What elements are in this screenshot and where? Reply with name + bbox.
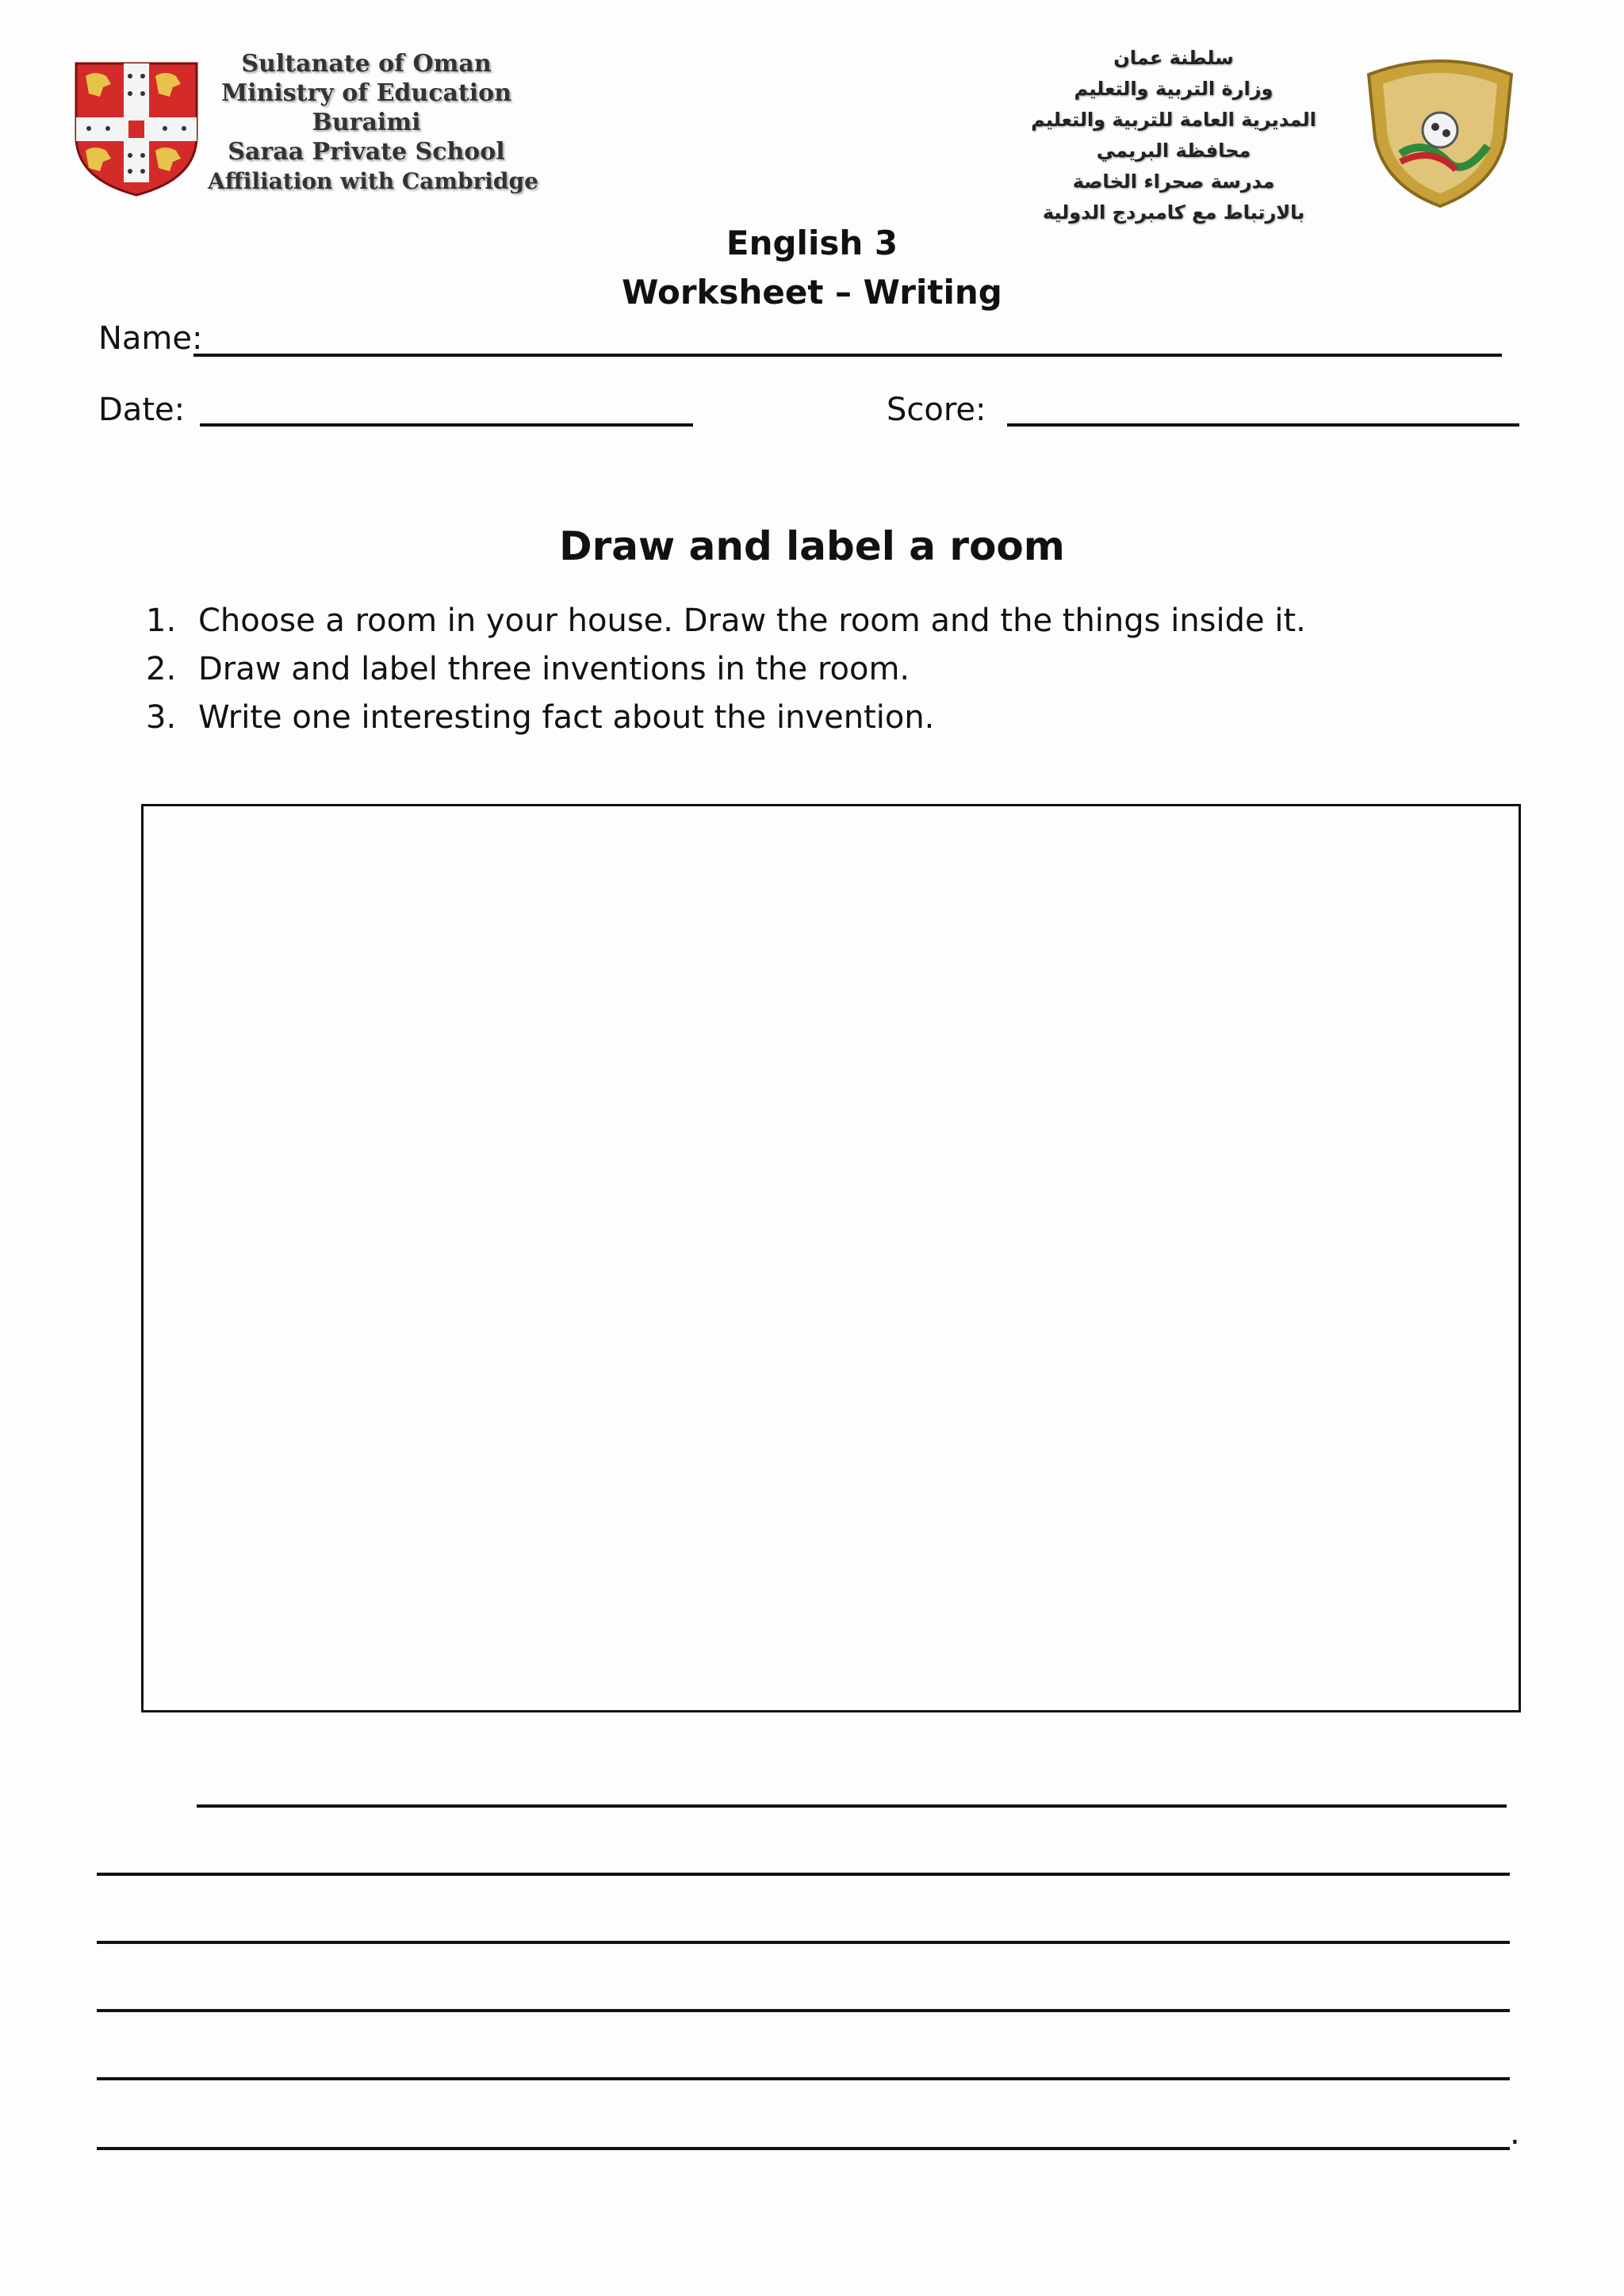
header-left-line: Affiliation with Cambridge bbox=[208, 168, 538, 194]
course-title: English 3 bbox=[726, 224, 898, 262]
drawing-area[interactable] bbox=[141, 804, 1521, 1712]
header-left-line: Sultanate of Oman bbox=[241, 50, 492, 78]
instruction-text: Write one interesting fact about the invention. bbox=[198, 699, 935, 736]
instruction-number: 3. bbox=[146, 699, 177, 736]
worksheet-title: Worksheet – Writing bbox=[622, 273, 1002, 312]
writing-line[interactable] bbox=[197, 1804, 1507, 1808]
school-name-arabic bbox=[1007, 43, 1340, 228]
header-left-line: Saraa Private School bbox=[228, 138, 505, 166]
instruction-text: Draw and label three inventions in the room. bbox=[198, 651, 910, 687]
score-field[interactable] bbox=[1007, 423, 1519, 427]
writing-line[interactable] bbox=[97, 2077, 1510, 2080]
header-left-line: Ministry of Education bbox=[220, 79, 512, 107]
task-title: Draw and label a room bbox=[559, 523, 1065, 569]
school-badge-icon bbox=[1353, 51, 1527, 209]
header-right-line: محافظة البريمي bbox=[1096, 140, 1251, 162]
cambridge-crest-icon bbox=[73, 60, 200, 197]
name-field[interactable] bbox=[193, 354, 1502, 357]
header-right-line: مدرسة صحراء الخاصة bbox=[1072, 170, 1275, 193]
writing-line[interactable] bbox=[97, 2147, 1510, 2150]
date-label: Date: bbox=[98, 392, 186, 428]
header-right-line: وزارة التربية والتعليم bbox=[1074, 78, 1274, 100]
instruction-text: Choose a room in your house. Draw the room and the things inside it. bbox=[198, 603, 1306, 639]
writing-line[interactable] bbox=[97, 1941, 1510, 1944]
writing-line[interactable] bbox=[97, 1873, 1510, 1876]
instruction-number: 2. bbox=[146, 651, 177, 687]
header-right-line: سلطنة عمان bbox=[1113, 47, 1234, 69]
date-field[interactable] bbox=[200, 423, 693, 427]
score-label: Score: bbox=[887, 392, 986, 428]
instruction-number: 1. bbox=[146, 603, 177, 639]
final-period: . bbox=[1510, 2115, 1520, 2152]
school-name-english bbox=[208, 49, 538, 196]
writing-line[interactable] bbox=[97, 2009, 1510, 2012]
header-right-line: المديرية العامة للتربية والتعليم bbox=[1031, 109, 1316, 131]
header-left-line: Buraimi bbox=[312, 109, 421, 136]
header-right-line: بالارتباط مع كامبردج الدولية bbox=[1042, 201, 1305, 224]
name-label: Name: bbox=[98, 320, 203, 357]
